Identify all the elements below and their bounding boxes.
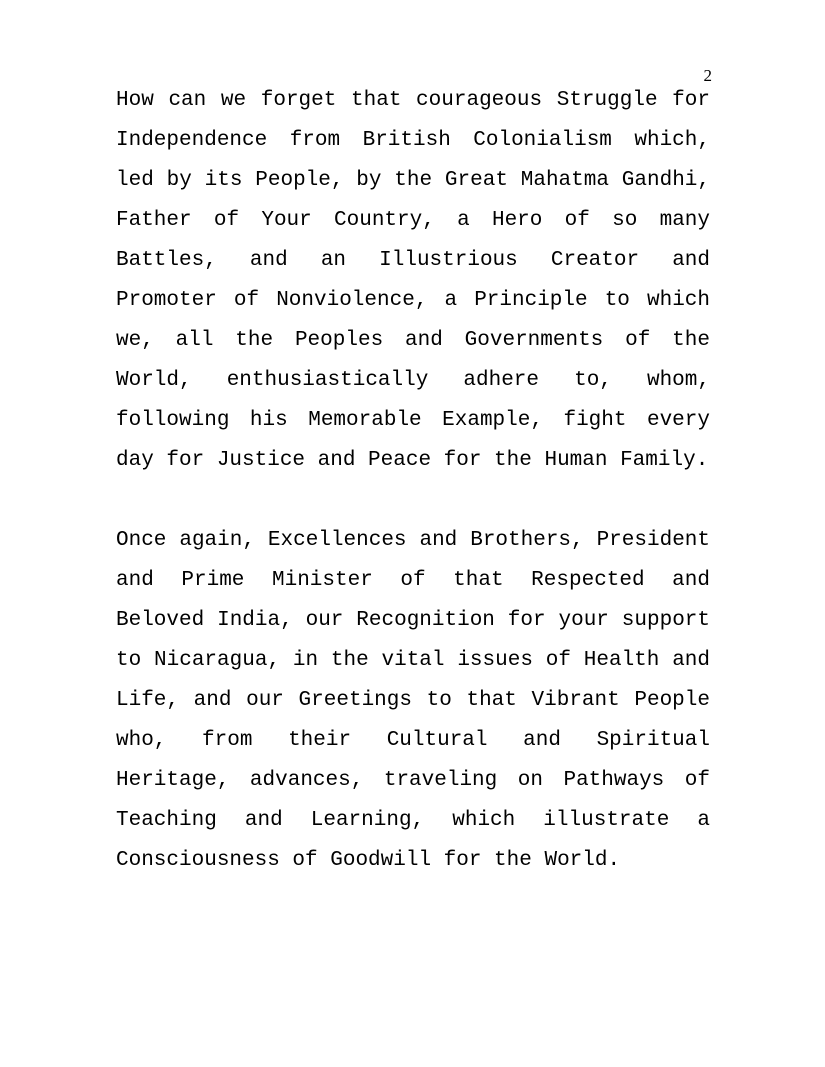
paragraph-independence-struggle: How can we forget that courageous Struggle for Independence from British Colonialism which, led by its People, by the Great Mahatma Gandhi, Father of Your Country, a Hero of so many Battles, and an Illustrious Creator and Promoter of Nonviolence, a Principle to which we, all the Peoples and Governments of the World, enthusiastically adhere to, whom, following his Memorable Example, fight every day for Justice and Peace for the Human Family. <box>116 89 710 472</box>
paragraph-recognition-greetings: Once again, Excellences and Brothers, President and Prime Minister of that Respected and Beloved India, our Recognition for your support to Nicaragua, in the vital issues of Health and Life, and our Greetings to that Vibrant People who, from their Cultural and Spiritual Heritage, advances, traveling on Pathways of Teaching and Learning, which illustrate a Consciousness of Goodwill for the World. <box>116 529 710 872</box>
letter-body <box>116 81 710 921</box>
page-number: 2 <box>703 66 712 85</box>
